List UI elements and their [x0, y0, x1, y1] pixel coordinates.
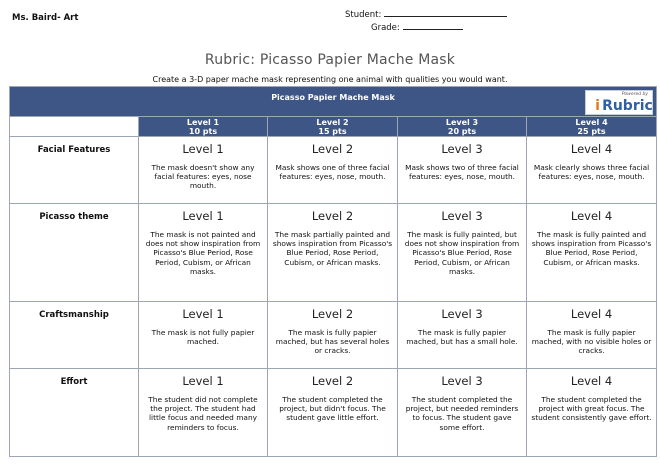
level-name: Level 1 — [186, 117, 220, 127]
level-header — [268, 117, 398, 137]
rubric-cell[interactable] — [398, 302, 527, 369]
rubric-cell[interactable] — [139, 302, 268, 369]
cell-text: The student completed the project with great focus. The student consistently gave effort. — [531, 395, 652, 423]
cell-level: Level 3 — [441, 307, 483, 321]
corner-cell — [10, 117, 139, 137]
criterion-name: Facial Features — [10, 137, 139, 204]
rubric-cell[interactable] — [268, 302, 398, 369]
level-header — [527, 117, 657, 137]
cell-text: The mask is fully papier mached, but has a small hole. — [406, 328, 518, 347]
irubric-logo[interactable] — [585, 90, 653, 115]
level-name: Level 4 — [575, 117, 608, 127]
criterion-row — [10, 302, 657, 369]
rubric-name: Picasso Papier Mache Mask — [271, 93, 395, 102]
student-field — [345, 8, 507, 20]
cell-level: Level 1 — [182, 209, 224, 223]
rubric-cell[interactable] — [398, 369, 527, 457]
logo-powered-by: Powered by — [621, 92, 649, 97]
rubric-cell[interactable] — [268, 137, 398, 204]
level-points: 20 pts — [447, 126, 477, 136]
cell-level: Level 3 — [441, 142, 483, 156]
cell-level: Level 1 — [182, 142, 224, 156]
level-points: 15 pts — [318, 126, 347, 136]
cell-level: Level 4 — [570, 374, 613, 388]
level-header — [139, 117, 268, 137]
cell-text: The mask partially painted and shows inspiration from Picasso's Blue Period, Rose Period, Cubism, or African masks. — [272, 230, 393, 267]
rubric-cell[interactable] — [527, 302, 657, 369]
logo-i: i — [595, 98, 600, 114]
rubric-cell[interactable] — [268, 204, 398, 302]
rubric-cell[interactable] — [527, 369, 657, 457]
cell-text: The mask is fully painted, but does not show inspiration from Picasso's Blue Period, Rose Period, Cubism, or African masks. — [404, 230, 520, 276]
cell-level: Level 4 — [570, 307, 613, 321]
cell-text: The student completed the project, but didn't focus. The student gave little effort. — [279, 395, 386, 423]
cell-level: Level 2 — [311, 209, 354, 223]
cell-text: The mask doesn't show any facial features: eyes, nose mouth. — [151, 163, 255, 191]
cell-text: The student completed the project, but needed reminders to focus. The student gave some effort. — [405, 395, 519, 432]
level-header-row — [10, 117, 657, 137]
criterion-row — [10, 137, 657, 204]
cell-text: The mask is not painted and does not show inspiration from Picasso's Blue Period, Rose Period, Cubism, or African masks. — [145, 230, 261, 276]
cell-text: The mask is not fully papier mached. — [151, 328, 255, 347]
grade-blank-line[interactable] — [403, 21, 463, 30]
cell-text: Mask shows one of three facial features: eyes, nose, mouth. — [275, 163, 390, 182]
grade-field — [371, 21, 463, 33]
cell-text: The mask is fully painted and shows inspiration from Picasso's Blue Period, Rose Period, Cubism, or African masks. — [531, 230, 652, 267]
rubric-cell[interactable] — [527, 204, 657, 302]
cell-text: Mask clearly shows three facial features: eyes, nose, mouth. — [533, 163, 650, 182]
cell-text: Mask shows two of three facial features: eyes, nose, mouth. — [405, 163, 519, 182]
level-points: 25 pts — [577, 126, 606, 136]
student-blank-line[interactable] — [384, 8, 507, 17]
rubric-cell[interactable] — [139, 137, 268, 204]
cell-level: Level 4 — [570, 142, 613, 156]
rubric-name-row — [10, 87, 657, 117]
cell-level: Level 2 — [311, 142, 354, 156]
cell-text: The mask is fully papier mached, with no visible holes or cracks. — [531, 328, 652, 356]
cell-level: Level 4 — [570, 209, 613, 223]
rubric-cell[interactable] — [398, 137, 527, 204]
cell-level: Level 1 — [182, 374, 224, 388]
cell-text: The student did not complete the project. The student had little focus and needed many reminders to focus. — [148, 395, 258, 432]
teacher-name: Ms. Baird- Art — [12, 13, 79, 23]
student-label: Student: — [345, 10, 382, 20]
criterion-name: Picasso theme — [10, 204, 139, 302]
rubric-table — [9, 86, 657, 457]
grade-label: Grade: — [371, 23, 400, 33]
level-name: Level 3 — [445, 117, 479, 127]
criterion-row — [10, 369, 657, 457]
logo-rubric: Rubric — [602, 98, 653, 114]
criterion-name: Effort — [10, 369, 139, 457]
rubric-name-cell — [10, 87, 657, 117]
rubric-cell[interactable] — [527, 137, 657, 204]
level-name: Level 2 — [316, 117, 349, 127]
rubric-cell[interactable] — [139, 204, 268, 302]
cell-level: Level 2 — [311, 374, 354, 388]
rubric-cell[interactable] — [268, 369, 398, 457]
cell-level: Level 2 — [311, 307, 354, 321]
rubric-cell[interactable] — [398, 204, 527, 302]
cell-level: Level 3 — [441, 374, 483, 388]
level-header — [398, 117, 527, 137]
page-title: Rubric: Picasso Papier Mache Mask — [204, 52, 456, 68]
criterion-name: Craftsmanship — [10, 302, 139, 369]
assignment-description: Create a 3-D paper mache mask representing one animal with qualities you would want. — [152, 75, 508, 84]
rubric-cell[interactable] — [139, 369, 268, 457]
cell-level: Level 3 — [441, 209, 483, 223]
cell-level: Level 1 — [182, 307, 224, 321]
cell-text: The mask is fully papier mached, but has several holes or cracks. — [275, 328, 390, 356]
criterion-row — [10, 204, 657, 302]
level-points: 10 pts — [188, 126, 218, 136]
